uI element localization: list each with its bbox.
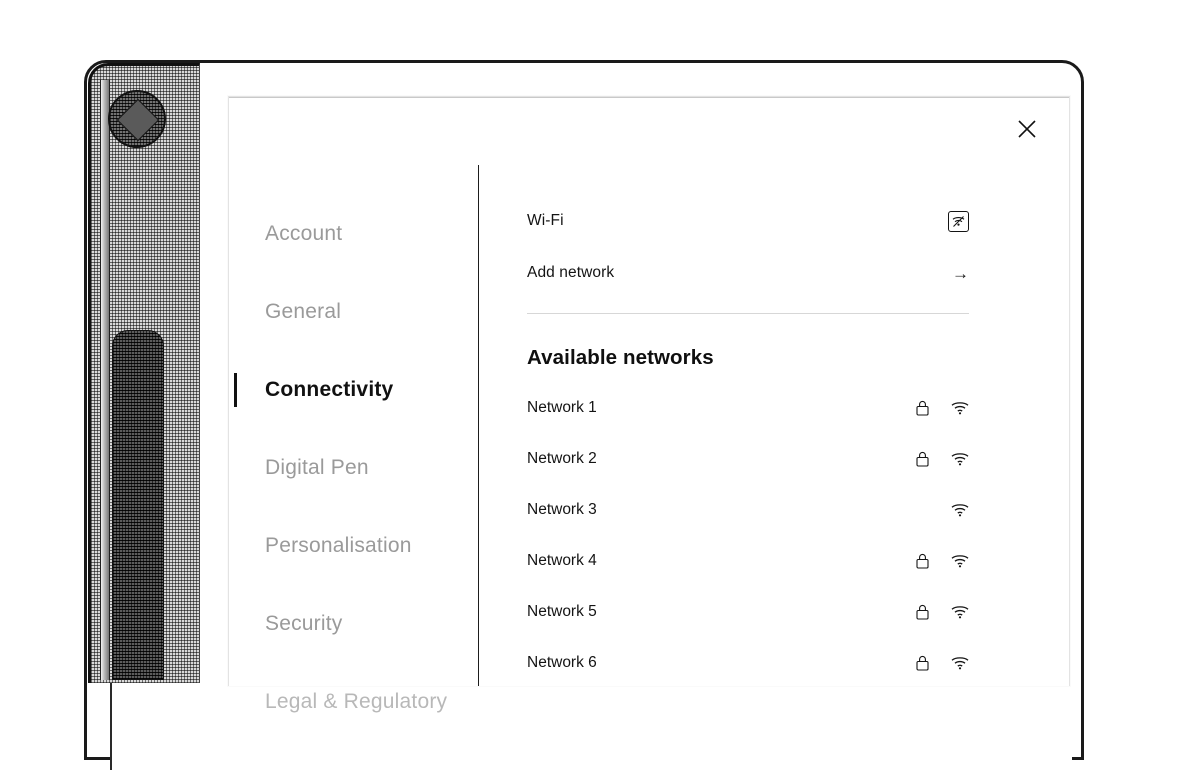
sidebar-item-label: Security bbox=[265, 612, 343, 635]
network-list-item[interactable] bbox=[527, 433, 1069, 484]
lock-icon bbox=[913, 398, 931, 418]
network-list-item[interactable] bbox=[527, 535, 1069, 586]
wifi-icon bbox=[951, 653, 969, 673]
network-status-icons bbox=[905, 551, 969, 571]
settings-sidebar bbox=[229, 165, 479, 713]
dialog-top-border bbox=[229, 97, 1069, 98]
lock-icon bbox=[913, 653, 931, 673]
sidebar-item-label: Account bbox=[265, 222, 343, 245]
add-network-label: Add network bbox=[527, 264, 615, 281]
close-icon[interactable] bbox=[1009, 111, 1045, 147]
crop-mask-left bbox=[0, 0, 84, 683]
device-hinge-dark-panel bbox=[112, 330, 164, 680]
network-status-icons bbox=[905, 602, 969, 622]
network-status-icons bbox=[905, 449, 969, 469]
wifi-badge-icon bbox=[948, 211, 969, 232]
sidebar-item-connectivity[interactable] bbox=[229, 351, 478, 429]
network-list-item[interactable] bbox=[527, 586, 1069, 637]
device-hinge-rail bbox=[100, 80, 110, 680]
wifi-icon bbox=[951, 602, 969, 622]
network-list-item[interactable] bbox=[527, 484, 1069, 535]
arrow-right-icon[interactable]: → bbox=[952, 263, 969, 283]
sidebar-item-general[interactable] bbox=[229, 273, 478, 351]
sidebar-item-personalisation[interactable] bbox=[229, 507, 478, 585]
sidebar-item-security[interactable] bbox=[229, 585, 478, 663]
wifi-settings-row[interactable] bbox=[527, 195, 1069, 247]
network-status-icons bbox=[905, 500, 969, 520]
network-name: Network 3 bbox=[527, 500, 597, 518]
sidebar-item-label: General bbox=[265, 300, 342, 323]
crop-mask-right bbox=[1084, 0, 1178, 683]
wifi-row-label: Wi-Fi bbox=[527, 212, 564, 229]
wifi-settings-icon[interactable] bbox=[948, 211, 969, 232]
sidebar-item-digital-pen[interactable] bbox=[229, 429, 478, 507]
network-name: Network 1 bbox=[527, 398, 597, 416]
network-list-item[interactable] bbox=[527, 382, 1069, 433]
network-name: Network 4 bbox=[527, 551, 597, 569]
dialog-body bbox=[229, 165, 1069, 713]
network-name: Network 6 bbox=[527, 653, 597, 671]
sidebar-item-legal-regulatory[interactable] bbox=[229, 663, 478, 741]
wifi-icon bbox=[951, 551, 969, 571]
network-name: Network 5 bbox=[527, 602, 597, 620]
network-status-icons bbox=[905, 653, 969, 673]
sidebar-item-label: Connectivity bbox=[265, 378, 394, 401]
wifi-icon bbox=[951, 500, 969, 520]
lock-icon bbox=[913, 551, 931, 571]
sidebar-item-account[interactable] bbox=[229, 195, 478, 273]
device-camera-module bbox=[108, 90, 166, 148]
crop-mask-top bbox=[0, 0, 1178, 60]
network-status-icons bbox=[905, 398, 969, 418]
connectivity-panel bbox=[479, 165, 1069, 686]
network-name: Network 2 bbox=[527, 449, 597, 467]
sidebar-item-label: Personalisation bbox=[265, 534, 412, 557]
wifi-icon bbox=[951, 398, 969, 418]
section-divider bbox=[527, 313, 969, 314]
available-networks-title: Available networks bbox=[527, 346, 714, 369]
add-network-row[interactable] bbox=[527, 247, 1069, 299]
sidebar-item-label: Legal & Regulatory bbox=[265, 690, 448, 713]
lock-icon bbox=[913, 449, 931, 469]
sidebar-item-label: Digital Pen bbox=[265, 456, 369, 479]
network-list-item[interactable] bbox=[527, 637, 1069, 688]
lock-icon bbox=[913, 602, 931, 622]
settings-dialog bbox=[228, 96, 1070, 713]
wifi-icon bbox=[951, 449, 969, 469]
